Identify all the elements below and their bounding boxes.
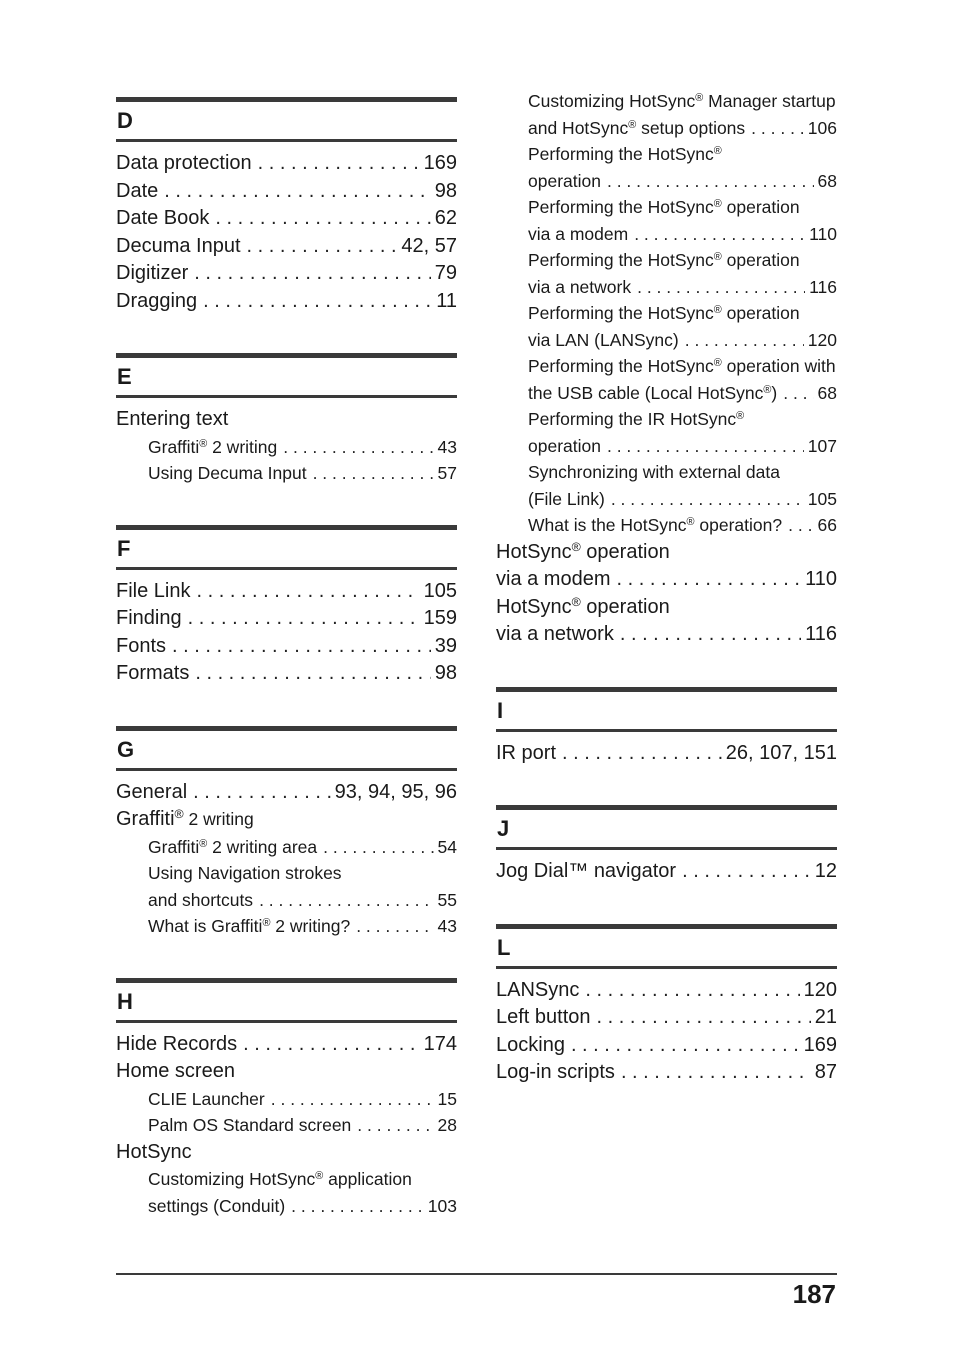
index-section (116, 97, 457, 315)
registered-mark: ® (315, 1170, 324, 1183)
entry-label: and shortcuts (148, 889, 254, 910)
leader-dots (203, 288, 432, 316)
leader-dots (193, 779, 331, 807)
section-entries (116, 771, 457, 940)
leader-dots (788, 512, 813, 539)
entry-label: General (116, 780, 188, 803)
section-entries (496, 732, 837, 768)
page-ref: 106 (807, 117, 837, 138)
index-entry (496, 594, 837, 622)
index-subentry (496, 141, 837, 168)
entry-label: Fonts (116, 634, 167, 657)
page-ref: 98 (434, 662, 457, 684)
entry-label: via a network (528, 276, 632, 297)
entry-label: Date Book (116, 207, 210, 229)
leader-dots (571, 1032, 800, 1060)
page-ref: 21 (814, 1006, 837, 1028)
entry-label: (File Link) (528, 488, 605, 509)
entry-label: Digitizer (116, 262, 189, 284)
entry-label: Graffiti® 2 writing (148, 436, 278, 457)
entry-label: operation (528, 435, 601, 456)
section-letter: I (497, 697, 504, 723)
entry-label: Decuma Input (116, 234, 241, 257)
index-section (116, 525, 457, 688)
section-entries (116, 1023, 457, 1220)
page-number: 187 (792, 1279, 836, 1309)
entry-label: Data protection (116, 152, 252, 174)
registered-mark: ® (713, 357, 722, 370)
section-letter: H (117, 988, 133, 1014)
page-ref: 169 (803, 1033, 837, 1056)
page-ref: 116 (809, 276, 837, 297)
leader-dots (607, 433, 804, 460)
leader-dots (194, 260, 431, 288)
page-ref: 107 (807, 435, 837, 456)
leader-dots (611, 486, 804, 513)
entry-label: Performing the HotSync® operation with (528, 356, 836, 376)
index-subentry (496, 486, 837, 513)
index-subentry (496, 194, 837, 221)
entry-label: Hide Records (116, 1032, 238, 1055)
continued-entries (496, 88, 837, 649)
section-letter: E (117, 364, 132, 389)
index-entry (116, 660, 457, 688)
index-entry (116, 605, 457, 633)
index-entry (116, 406, 457, 434)
entry-label: the USB cable (Local HotSync®) (528, 382, 778, 403)
index-entry (116, 150, 457, 178)
index-subentry (116, 1112, 457, 1139)
index-subentry (116, 460, 457, 487)
page-ref: 159 (423, 607, 457, 629)
index-subentry (496, 353, 837, 380)
entry-label: operation (528, 170, 601, 191)
entry-label: Entering text (116, 408, 229, 430)
entry-label: What is the HotSync® operation? (528, 515, 783, 535)
leader-dots (164, 178, 431, 206)
entry-label: HotSync® operation (496, 594, 670, 618)
entry-label: Using Decuma Input (148, 463, 307, 483)
page-ref: 68 (817, 382, 837, 403)
registered-mark: ® (199, 837, 208, 850)
index-subentry (116, 913, 457, 940)
entry-label: Graffiti® 2 writing (116, 807, 254, 830)
index-subentry (496, 459, 837, 486)
index-section (496, 924, 837, 1087)
registered-mark: ® (571, 539, 581, 554)
leader-dots (323, 834, 433, 861)
leader-dots (585, 977, 799, 1005)
page-ref: 79 (434, 262, 457, 284)
index-column-right (496, 88, 837, 1125)
index-subentry (116, 1193, 457, 1220)
index-entry (116, 1031, 457, 1059)
entry-label: settings (Conduit) (148, 1195, 286, 1216)
index-section (116, 726, 457, 940)
page-ref: 110 (809, 223, 837, 244)
entry-label: LANSync (496, 978, 580, 1001)
index-section (116, 353, 457, 487)
index-subentry (116, 834, 457, 861)
section-entries (496, 969, 837, 1087)
page-ref: 169 (423, 152, 457, 174)
section-letter: D (117, 108, 133, 133)
leader-dots (188, 605, 420, 633)
page-ref: 15 (437, 1088, 457, 1109)
page-ref: 39 (434, 634, 457, 657)
leader-dots (682, 858, 811, 886)
page-ref: 110 (805, 568, 837, 590)
entry-label: Performing the HotSync® operation (528, 303, 800, 323)
entry-label: Synchronizing with external data (528, 462, 780, 482)
index-subentry (116, 1086, 457, 1113)
registered-mark: ® (713, 145, 722, 158)
index-subentry (496, 221, 837, 248)
index-entry (116, 578, 457, 606)
leader-dots (617, 566, 802, 594)
leader-dots (313, 460, 434, 487)
leader-dots (621, 1059, 811, 1087)
index-entry (496, 566, 837, 594)
leader-dots (634, 221, 805, 248)
registered-mark: ® (571, 594, 581, 609)
page-ref: 174 (423, 1032, 457, 1055)
registered-mark: ® (713, 251, 722, 264)
index-entry (116, 260, 457, 288)
leader-dots (196, 578, 419, 606)
page-ref: 42, 57 (401, 234, 457, 257)
leader-dots (243, 1031, 419, 1059)
registered-mark: ® (174, 807, 184, 822)
registered-mark: ® (713, 304, 722, 317)
footer-rule (116, 1273, 837, 1275)
leader-dots (637, 274, 805, 301)
leader-dots (783, 380, 813, 407)
index-entry (116, 1139, 457, 1167)
entry-label: Performing the HotSync® (528, 144, 722, 164)
section-entries (496, 850, 837, 886)
entry-label: via a modem (496, 568, 611, 590)
index-entry (116, 779, 457, 807)
entry-label: Locking (496, 1033, 565, 1056)
index-entry (116, 205, 457, 233)
page-ref: 57 (437, 463, 457, 483)
entry-label: Left button (496, 1006, 591, 1028)
registered-mark: ® (736, 410, 745, 423)
registered-mark: ® (713, 198, 722, 211)
section-letter: F (117, 535, 131, 561)
index-entry (496, 977, 837, 1005)
entry-label: File Link (116, 579, 191, 602)
page-ref: 105 (423, 579, 457, 602)
entry-label: Log-in scripts (496, 1061, 615, 1083)
index-entry (496, 740, 837, 768)
index-entry (496, 1059, 837, 1087)
entry-label: Performing the IR HotSync® (528, 409, 745, 429)
registered-mark: ® (686, 516, 695, 529)
leader-dots (356, 913, 433, 940)
index-subentry (496, 406, 837, 433)
entry-label: Finding (116, 607, 182, 629)
index-subentry (496, 300, 837, 327)
index-entry (496, 1004, 837, 1032)
index-section (496, 805, 837, 886)
index-entry (116, 1058, 457, 1086)
leader-dots (751, 115, 804, 142)
index-entry (116, 806, 457, 834)
entry-label: Palm OS Standard screen (148, 1115, 352, 1135)
section-letter: G (117, 736, 135, 762)
page-ref: 26, 107, 151 (725, 741, 837, 764)
page-ref: 28 (437, 1115, 457, 1135)
entry-label: via a modem (528, 223, 629, 244)
leader-dots (172, 633, 431, 661)
index-section (496, 687, 837, 768)
page-ref: 43 (437, 916, 457, 936)
section-letter: J (497, 816, 510, 841)
registered-mark: ® (695, 92, 704, 105)
page-ref: 54 (437, 836, 457, 857)
page-ref: 120 (807, 329, 837, 350)
leader-dots (215, 205, 430, 233)
index-subentry (496, 115, 837, 142)
entry-label: HotSync® operation (496, 539, 670, 563)
page-ref: 98 (434, 179, 457, 202)
leader-dots (258, 150, 420, 178)
entry-label: Dragging (116, 289, 198, 312)
index-column-left (116, 97, 457, 1257)
page-ref: 43 (437, 436, 457, 457)
page-ref: 116 (805, 623, 837, 645)
leader-dots (259, 887, 433, 914)
section-letter: L (497, 934, 511, 960)
page-ref: 11 (436, 289, 457, 312)
index-subentry (496, 247, 837, 274)
index-subentry (496, 380, 837, 407)
entry-label: IR port (496, 741, 557, 764)
index-subentry (496, 274, 837, 301)
leader-dots (357, 1112, 433, 1139)
index-subentry (116, 860, 457, 887)
entry-label: HotSync (116, 1140, 192, 1163)
index-subentry (496, 88, 837, 115)
index-subentry (116, 1166, 457, 1193)
index-subentry (496, 433, 837, 460)
page-ref: 93, 94, 95, 96 (334, 780, 457, 803)
section-entries (116, 142, 457, 315)
index-subentry (116, 887, 457, 914)
index-entry (116, 233, 457, 261)
index-entry (116, 633, 457, 661)
index-entry (116, 288, 457, 316)
page-ref: 68 (817, 170, 837, 191)
registered-mark: ® (262, 917, 271, 930)
page-ref: 66 (817, 515, 837, 535)
entry-label: Customizing HotSync® Manager startup (528, 91, 836, 111)
registered-mark: ® (628, 118, 637, 131)
leader-dots (607, 168, 814, 195)
index-entry (496, 539, 837, 567)
page-ref: 12 (814, 860, 837, 882)
leader-dots (283, 434, 433, 461)
leader-dots (271, 1086, 434, 1113)
index-entry (496, 621, 837, 649)
leader-dots (597, 1004, 811, 1032)
entry-label: via a network (496, 623, 614, 645)
entry-label: CLIE Launcher (148, 1088, 265, 1109)
page-ref: 62 (434, 207, 457, 229)
entry-label: Home screen (116, 1060, 235, 1082)
entry-label: Performing the HotSync® operation (528, 197, 800, 217)
page-ref: 55 (437, 889, 457, 910)
page-ref: 87 (814, 1061, 837, 1083)
entry-label: What is Graffiti® 2 writing? (148, 916, 351, 936)
page-ref: 120 (803, 978, 837, 1001)
index-subentry (116, 434, 457, 461)
registered-mark: ® (199, 437, 208, 450)
registered-mark: ® (763, 383, 772, 396)
index-entry (496, 858, 837, 886)
entry-label: and HotSync® setup options (528, 117, 746, 138)
index-subentry (496, 512, 837, 539)
entry-label: via LAN (LANSync) (528, 329, 679, 350)
entry-label: Using Navigation strokes (148, 863, 342, 883)
entry-label: Performing the HotSync® operation (528, 250, 800, 270)
entry-label: Date (116, 179, 159, 202)
leader-dots (685, 327, 804, 354)
entry-label: Formats (116, 662, 190, 684)
page-ref: 105 (807, 488, 837, 509)
section-entries (116, 398, 457, 487)
leader-dots (247, 233, 398, 261)
leader-dots (620, 621, 801, 649)
leader-dots (195, 660, 430, 688)
index-section (116, 978, 457, 1220)
index-entry (116, 178, 457, 206)
section-entries (116, 570, 457, 688)
index-entry (496, 1032, 837, 1060)
entry-label: Customizing HotSync® application (148, 1169, 412, 1189)
page-ref: 103 (427, 1195, 457, 1216)
index-subentry (496, 327, 837, 354)
index-subentry (496, 168, 837, 195)
leader-dots (562, 740, 722, 768)
entry-label: Graffiti® 2 writing area (148, 836, 318, 857)
entry-label: Jog Dial™ navigator (496, 860, 677, 882)
leader-dots (291, 1193, 424, 1220)
